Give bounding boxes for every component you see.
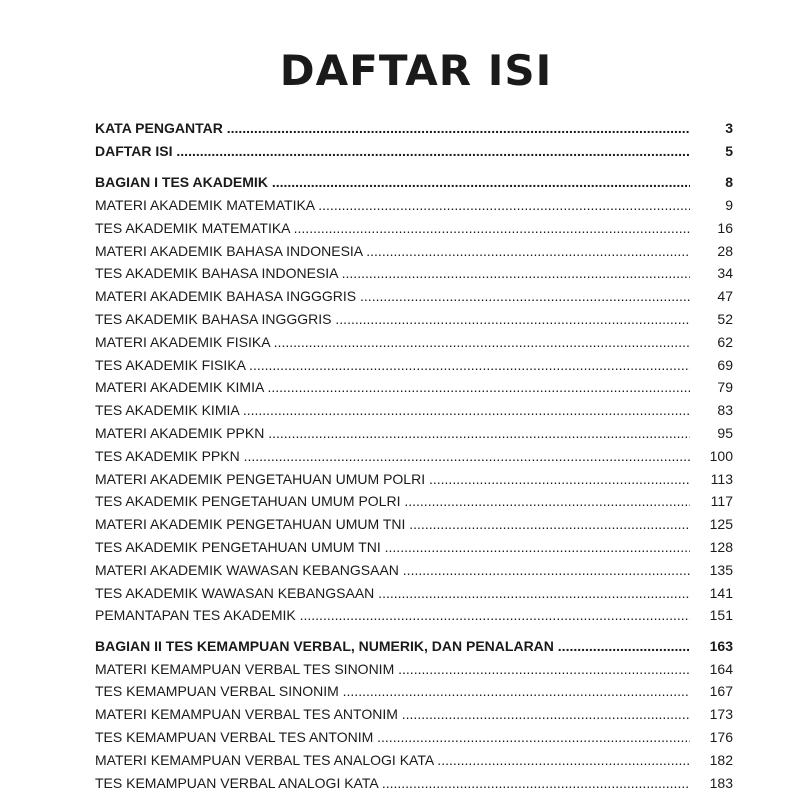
toc-entry-page: 164 [709, 660, 733, 677]
toc-entry[interactable] [95, 241, 733, 261]
toc-entry-label: MATERI KEMAMPUAN VERBAL TES ANTONIM ..... [95, 704, 690, 724]
toc-entry-label: TES AKADEMIK MATEMATIKA ..... [95, 218, 690, 238]
toc-entry-label: MATERI AKADEMIK PENGETAHUAN UMUM TNI ..... [95, 514, 690, 534]
toc-entry[interactable] [95, 355, 733, 375]
toc-entry[interactable] [95, 727, 733, 747]
toc-entry[interactable] [95, 446, 733, 466]
toc-entry-label: MATERI AKADEMIK KIMIA ..... [95, 377, 690, 397]
toc-entry-label: MATERI KEMAMPUAN VERBAL TES ANALOGI KATA ..... [95, 750, 690, 770]
toc-entry[interactable] [95, 286, 733, 306]
toc-entry-label: TES AKADEMIK PENGETAHUAN UMUM TNI ..... [95, 537, 690, 557]
toc-entry-page: 95 [717, 425, 733, 441]
toc-entry-page: 83 [717, 402, 733, 419]
toc-entry-page: 167 [709, 683, 733, 700]
toc-entry-page: 182 [709, 751, 733, 768]
toc-entry[interactable] [95, 491, 733, 511]
toc-entry-page: 117 [710, 493, 733, 510]
toc-entry-label: MATERI AKADEMIK BAHASA INGGGRIS ..... [95, 286, 690, 306]
toc-entry-label: TES AKADEMIK PPKN ..... [95, 446, 690, 466]
toc-section-heading-bagian-1[interactable] [95, 172, 733, 192]
toc-entry-label: TES KEMAMPUAN VERBAL TES ANTONIM ..... [95, 727, 690, 747]
toc-entry-label: MATERI AKADEMIK PPKN ..... [95, 423, 690, 443]
toc-entry-page: 34 [717, 265, 733, 282]
toc-entry-label: TES AKADEMIK PENGETAHUAN UMUM POLRI ..... [95, 491, 690, 511]
toc-entry[interactable] [95, 400, 733, 420]
toc-entry-page: 47 [717, 288, 733, 305]
toc-entry-label: TES AKADEMIK FISIKA ..... [95, 355, 690, 375]
toc-entry-label: MATERI AKADEMIK PENGETAHUAN UMUM POLRI ..... [95, 469, 690, 489]
toc-entry-label: TES AKADEMIK BAHASA INDONESIA ..... [95, 263, 690, 283]
toc-entry-page: 128 [709, 539, 733, 555]
toc-entry-page: 8 [725, 174, 733, 190]
toc-entry-page: 151 [709, 607, 733, 624]
toc-entry[interactable] [95, 218, 733, 238]
toc-entry-page: 135 [709, 561, 733, 578]
toc-entry[interactable] [95, 195, 733, 215]
toc-entry-label: MATERI AKADEMIK FISIKA ..... [95, 332, 690, 352]
toc-entry[interactable] [95, 704, 733, 724]
toc-entry-page: 183 [709, 774, 733, 791]
toc-entry-daftar-isi[interactable] [95, 141, 733, 161]
toc-entry-page: 3 [725, 120, 733, 136]
toc-entry[interactable] [95, 377, 733, 397]
toc-entry-page: 16 [717, 219, 733, 236]
toc-entry-page: 79 [717, 379, 733, 396]
toc-entry-page: 163 [709, 638, 733, 654]
toc-entry[interactable] [95, 423, 733, 443]
toc-entry[interactable] [95, 605, 733, 625]
toc-entry-page: 28 [717, 242, 733, 259]
toc-entry-page: 62 [717, 333, 733, 350]
toc-entry[interactable] [95, 773, 733, 793]
toc-entry[interactable] [95, 681, 733, 701]
toc-entry-label: MATERI AKADEMIK WAWASAN KEBANGSAAN ..... [95, 560, 690, 580]
toc-entry-page: 141 [709, 584, 733, 601]
toc-entry[interactable] [95, 332, 733, 352]
toc-entry-kata-pengantar[interactable] [95, 118, 733, 138]
toc-entry-page: 173 [709, 706, 733, 723]
toc-entry-page: 176 [709, 728, 733, 745]
toc-entry-page: 125 [709, 516, 733, 533]
toc-entry-label: MATERI KEMAMPUAN VERBAL TES SINONIM ..... [95, 659, 690, 679]
toc-entry-label: TES AKADEMIK KIMIA ..... [95, 400, 690, 420]
toc-entry-page: 5 [725, 143, 733, 159]
toc-entry-label: MATERI AKADEMIK BAHASA INDONESIA ..... [95, 241, 690, 261]
toc-entry-label: PEMANTAPAN TES AKADEMIK ..... [95, 605, 690, 625]
toc-entry-label: TES KEMAMPUAN VERBAL SINONIM ..... [95, 681, 690, 701]
toc-entry[interactable] [95, 263, 733, 283]
toc-entry-label: TES AKADEMIK WAWASAN KEBANGSAAN ..... [95, 583, 690, 603]
toc-entry-page: 113 [710, 470, 733, 487]
toc-entry-label: MATERI AKADEMIK MATEMATIKA ..... [95, 195, 690, 215]
toc-entry[interactable] [95, 659, 733, 679]
toc-entry-page: 9 [725, 197, 733, 213]
toc-entry[interactable] [95, 750, 733, 770]
toc-entry-label: TES KEMAMPUAN VERBAL ANALOGI KATA ..... [95, 773, 690, 793]
toc-entry-page: 69 [717, 356, 733, 373]
toc-entry-label: DAFTAR ISI ..... [95, 141, 690, 161]
toc-entry-page: 100 [709, 447, 733, 464]
toc-section-heading-bagian-2[interactable] [95, 636, 733, 656]
toc-entry-label: KATA PENGANTAR ..... [95, 118, 690, 138]
toc-entry-page: 52 [717, 311, 733, 327]
toc-entry[interactable] [95, 309, 733, 329]
page-title: DAFTAR ISI [279, 46, 553, 95]
toc-entry[interactable] [95, 514, 733, 534]
toc-entry-label: BAGIAN I TES AKADEMIK ..... [95, 172, 690, 192]
toc-entry-label: TES AKADEMIK BAHASA INGGGRIS ..... [95, 309, 690, 329]
toc-entry[interactable] [95, 469, 733, 489]
toc-entry[interactable] [95, 560, 733, 580]
toc-entry[interactable] [95, 537, 733, 557]
toc-entry[interactable] [95, 583, 733, 603]
toc-entry-label: BAGIAN II TES KEMAMPUAN VERBAL, NUMERIK, DAN PENALARAN ..... [95, 636, 690, 656]
